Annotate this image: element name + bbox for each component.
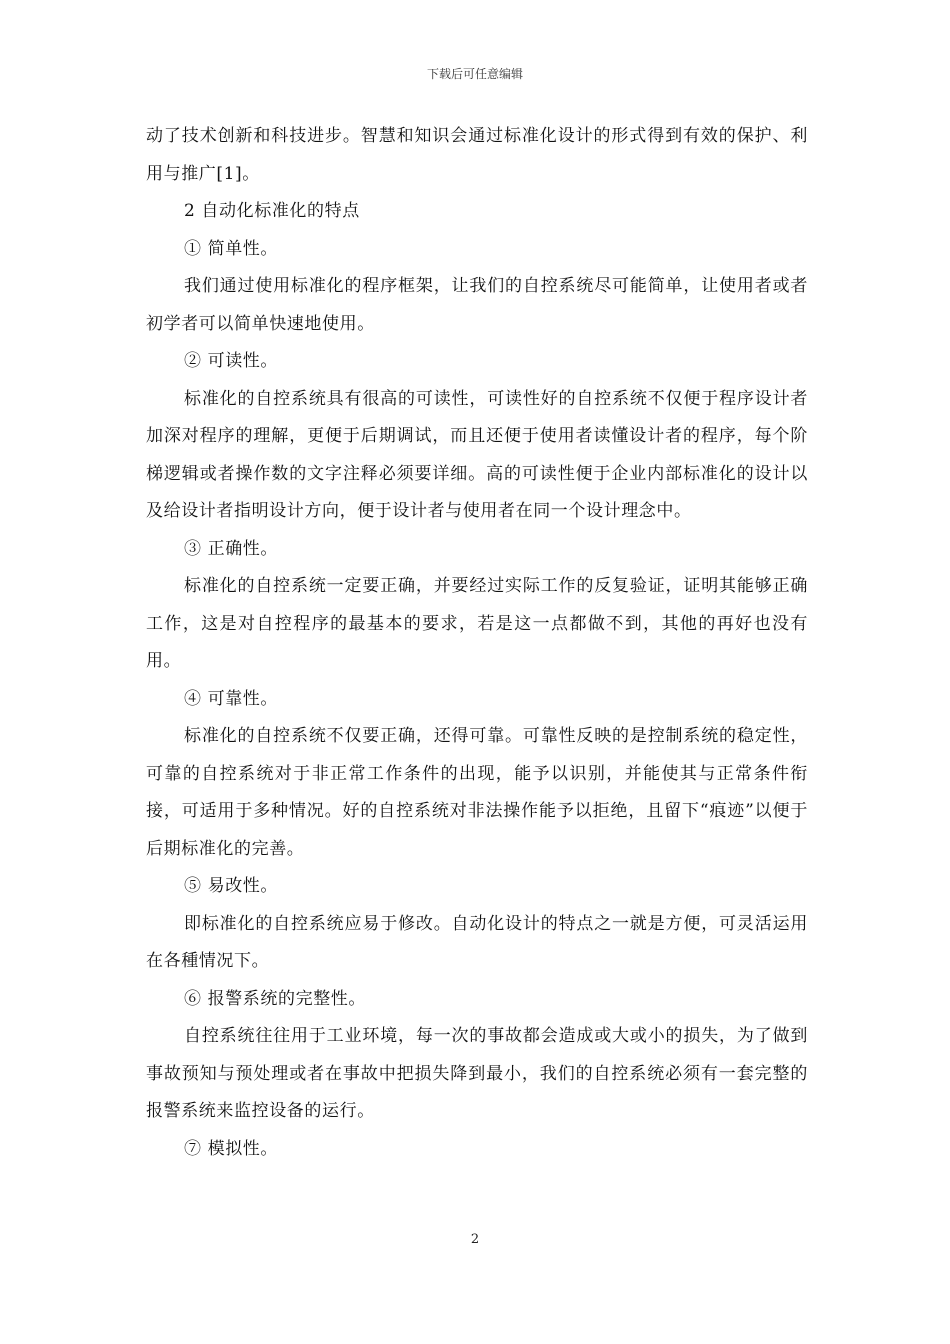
- list-item-heading: ③ 正确性。: [184, 538, 279, 559]
- paragraph: 自控系统往往用于工业环境，每一次的事故都会造成或大或小的损失，为了做到事故预知与预处理或者在事故中把损失降到最小，我们的自控系统必须有一套完整的报警系统来监控设备的运行。: [146, 1026, 808, 1121]
- list-item-heading: ⑤ 易改性。: [184, 876, 279, 896]
- list-item-heading: ⑥ 报警系统的完整性。: [184, 988, 367, 1009]
- page-number: 2: [470, 1232, 480, 1247]
- list-item-heading: ② 可读性。: [184, 351, 279, 371]
- list-item-heading: ④ 可靠性。: [184, 688, 279, 709]
- paragraph: 标准化的自控系统不仅要正确，还得可靠。可靠性反映的是控制系统的稳定性，可靠的自控系统对于非正常工作条件的出现，能予以识别，并能使其与正常条件衔接，可适用于多种情况。好的自控系统对非法操作能予以拒绝，且留下“痕迹”以便于后期标准化的完善。: [146, 726, 808, 859]
- list-item-heading: ⑦ 模拟性。: [184, 1138, 279, 1159]
- paragraph: 标准化的自控系统具有很高的可读性，可读性好的自控系统不仅便于程序设计者加深对程序的理解，更便于后期调试，而且还便于使用者读懂设计者的程序，每个阶梯逻辑或者操作数的文字注释必须要详细。高的可读性便于企业内部标准化的设计以及给设计者指明设计方向，便于设计者与使用者在同一个设计理念中。: [146, 388, 808, 521]
- paragraph: 我们通过使用标准化的程序框架，让我们的自控系统尽可能简单，让使用者或者初学者可以简单快速地使用。: [146, 276, 808, 334]
- paragraph: 动了技术创新和科技进步。智慧和知识会通过标准化设计的形式得到有效的保护、利用与推广[1]。: [146, 126, 808, 184]
- paragraph: 即标准化的自控系统应易于修改。自动化设计的特点之一就是方便，可灵活运用在各種情况下。: [146, 913, 808, 971]
- paragraph: 标准化的自控系统一定要正确，并要经过实际工作的反复验证，证明其能够正确工作，这是对自控程序的最基本的要求，若是这一点都做不到，其他的再好也没有用。: [146, 576, 808, 671]
- list-item-heading: ① 简单性。: [184, 238, 279, 259]
- section-heading: 2 自动化标准化的特点: [184, 201, 360, 221]
- document-body: [146, 118, 808, 1168]
- page-header: 下载后可任意编辑: [426, 67, 523, 81]
